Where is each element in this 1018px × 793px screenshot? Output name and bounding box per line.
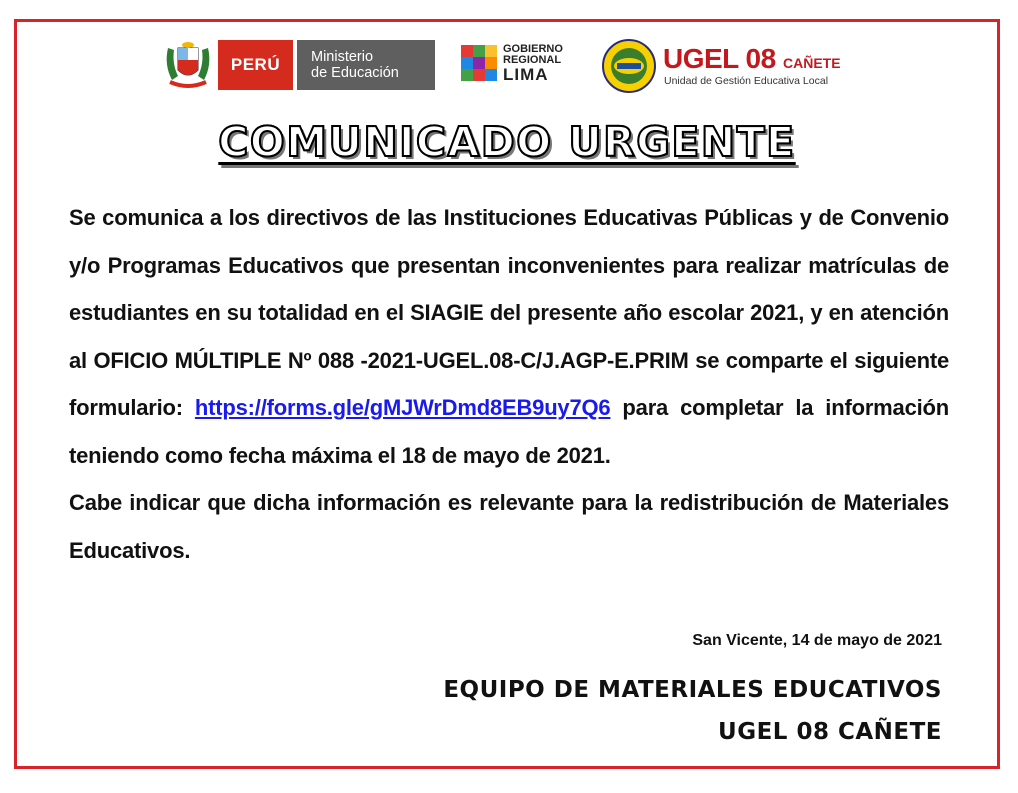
ministerio-line2: de Educación	[311, 65, 399, 81]
paragraph-2: Cabe indicar que dicha información es relevante para la redistribución de Materiales Educativos.	[69, 490, 949, 563]
ugel-title-text: UGEL 08	[663, 43, 776, 74]
ministerio-logo	[297, 40, 435, 90]
page-title	[17, 118, 997, 166]
page-title-text: COMUNICADO URGENTE	[218, 118, 796, 166]
paragraph-1	[69, 194, 949, 479]
ugel-emblem-icon	[601, 39, 657, 93]
document-frame	[14, 19, 1000, 769]
gobierno-line2: REGIONAL	[503, 54, 562, 66]
gobierno-line3: LIMA	[503, 65, 549, 84]
gobierno-line1: GOBIERNO	[503, 43, 563, 55]
ugel-logo-title	[663, 44, 841, 78]
place-date: San Vicente, 14 de mayo de 2021	[692, 632, 942, 649]
signature-team: EQUIPO DE MATERIALES EDUCATIVOS	[443, 677, 942, 703]
gobierno-regional-logo	[503, 44, 573, 83]
peru-logo: PERÚ	[218, 40, 293, 90]
header-logos	[17, 38, 997, 94]
ministerio-line1: Ministerio	[311, 49, 374, 65]
paragraph-1-end: para completar la información teniendo como fecha máxima el 18 de mayo de 2021.	[69, 395, 950, 468]
peru-coat-of-arms-icon	[162, 40, 214, 90]
signature-ugel: UGEL 08 CAÑETE	[718, 719, 942, 745]
gobierno-regional-icon	[459, 43, 499, 83]
communique-body	[69, 194, 949, 574]
form-link[interactable]: https://forms.gle/gMJWrDmd8EB9uy7Q6	[194, 395, 611, 420]
ugel-place-text: CAÑETE	[782, 55, 841, 71]
paragraph-1-text: Se comunica a los directivos de las Instituciones Educativas Públicas y de Convenio y/o Programas Educativos que presentan inconvenientes para realizar matrículas de estudiantes en su totalidad en el SIAGIE del presente año escolar 2021, y en atención al OFICIO MÚLTIPLE Nº 088 -2021-UGEL.08-C/J.AGP-E.PRIM se comparte el siguiente formulario:	[69, 205, 949, 420]
ugel-subtitle: Unidad de Gestión Educativa Local	[664, 75, 829, 87]
